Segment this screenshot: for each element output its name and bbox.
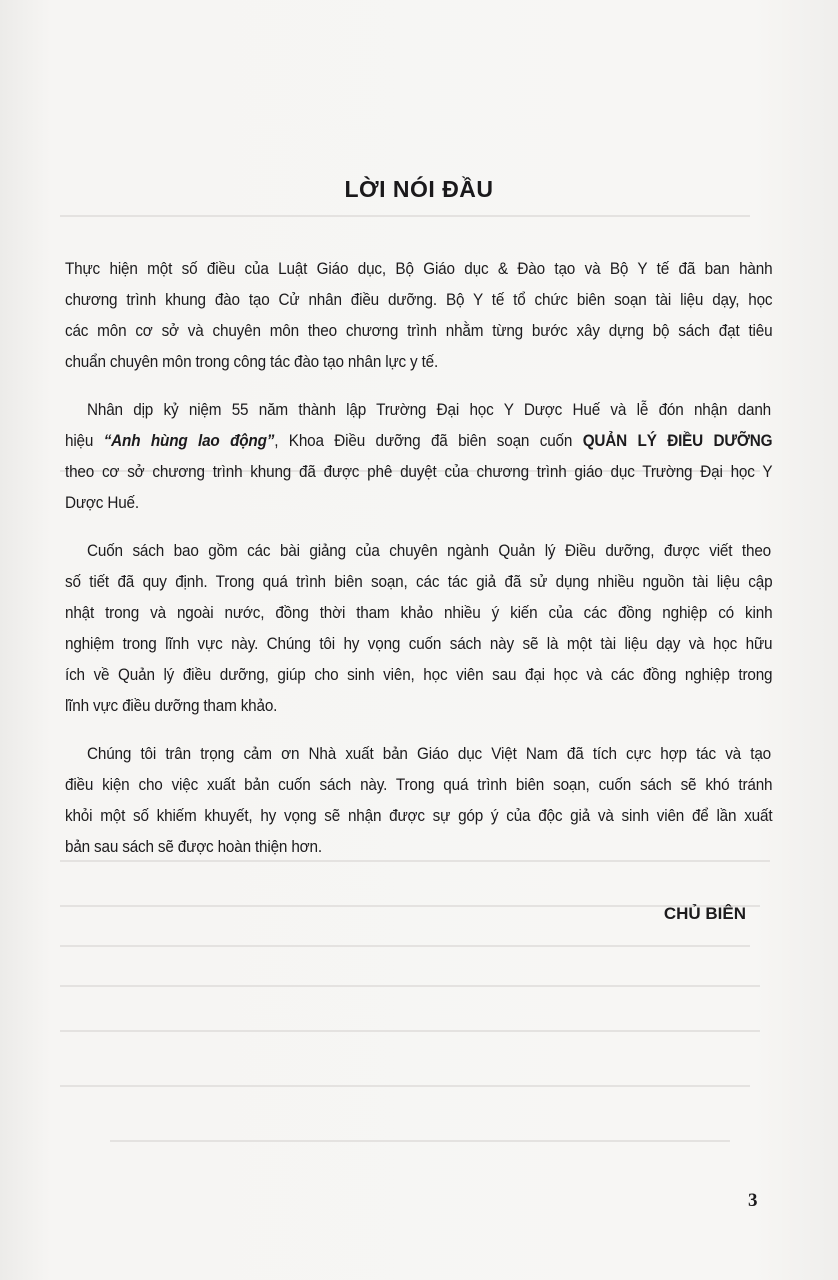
text-line: lĩnh vực điều dưỡng tham khảo.: [65, 696, 278, 715]
text-line: Chúng tôi trân trọng cảm ơn Nhà xuất bản Giáo dục Việt Nam đã tích cực hợp tác và tạo: [87, 744, 771, 763]
page-number: 3: [748, 1190, 758, 1211]
text-line: chương trình khung đào tạo Cử nhân điều dưỡng. Bộ Y tế tổ chức biên soạn tài liệu dạy, học: [65, 290, 773, 309]
text-line: theo cơ sở chương trình khung đã được phê duyệt của chương trình giáo dục Trường Đại học Y: [65, 462, 773, 481]
show-through: [60, 985, 760, 987]
show-through: [60, 215, 750, 217]
paragraph-4: [65, 738, 772, 862]
text-line: [65, 425, 772, 456]
text-line: Dược Huế.: [65, 493, 139, 512]
text-run: hiệu: [65, 431, 104, 450]
text-run: , Khoa Điều dưỡng đã biên soạn cuốn: [274, 431, 583, 450]
text-line: điều kiện cho việc xuất bản cuốn sách này. Trong quá trình biên soạn, cuốn sách sẽ khó tránh: [65, 775, 773, 794]
page-title: LỜI NÓI ĐẦU: [344, 176, 494, 202]
signature-editor: CHỦ BIÊN: [663, 904, 746, 923]
text-line: khỏi một số khiếm khuyết, hy vọng sẽ nhận được sự góp ý của độc giả và sinh viên để lần xuất: [65, 806, 773, 825]
text-line: Cuốn sách bao gồm các bài giảng của chuyên ngành Quản lý Điều dưỡng, được viết theo: [87, 541, 771, 560]
award-title: “Anh hùng lao động”: [103, 431, 275, 450]
text-line: bản sau sách sẽ được hoàn thiện hơn.: [65, 837, 322, 856]
show-through: [60, 945, 750, 947]
show-through: [60, 1085, 750, 1087]
text-line: Nhân dịp kỷ niệm 55 năm thành lập Trường Đại học Y Dược Huế và lễ đón nhận danh: [87, 400, 771, 419]
paragraph-2: [65, 394, 772, 518]
paragraph-3: [65, 535, 772, 721]
show-through: [60, 1030, 760, 1032]
text-line: nghiệm trong lĩnh vực này. Chúng tôi hy vọng cuốn sách này sẽ là một tài liệu dạy và học hữu: [65, 634, 773, 653]
text-line: ích về Quản lý điều dưỡng, giúp cho sinh viên, học viên sau đại học và các đồng nghiệp trong: [65, 665, 773, 684]
text-line: các môn cơ sở và chuyên môn theo chương trình nhằm từng bước xây dựng bộ sách đạt tiêu: [65, 321, 773, 340]
text-line: chuẩn chuyên môn trong công tác đào tạo nhân lực y tế.: [65, 352, 439, 371]
text-line: nhật trong và ngoài nước, đồng thời tham khảo nhiều ý kiến của các đồng nghiệp có kinh: [65, 603, 773, 622]
book-title: QUẢN LÝ ĐIỀU DƯỠNG: [582, 431, 773, 450]
show-through: [110, 1140, 730, 1142]
text-line: số tiết đã quy định. Trong quá trình biên soạn, các tác giả đã sử dụng nhiều nguồn tài liệu cập: [65, 572, 773, 591]
body-text: [65, 253, 772, 926]
text-line: Thực hiện một số điều của Luật Giáo dục, Bộ Giáo dục & Đào tạo và Bộ Y tế đã ban hành: [65, 259, 773, 278]
paragraph-1: [65, 253, 772, 377]
